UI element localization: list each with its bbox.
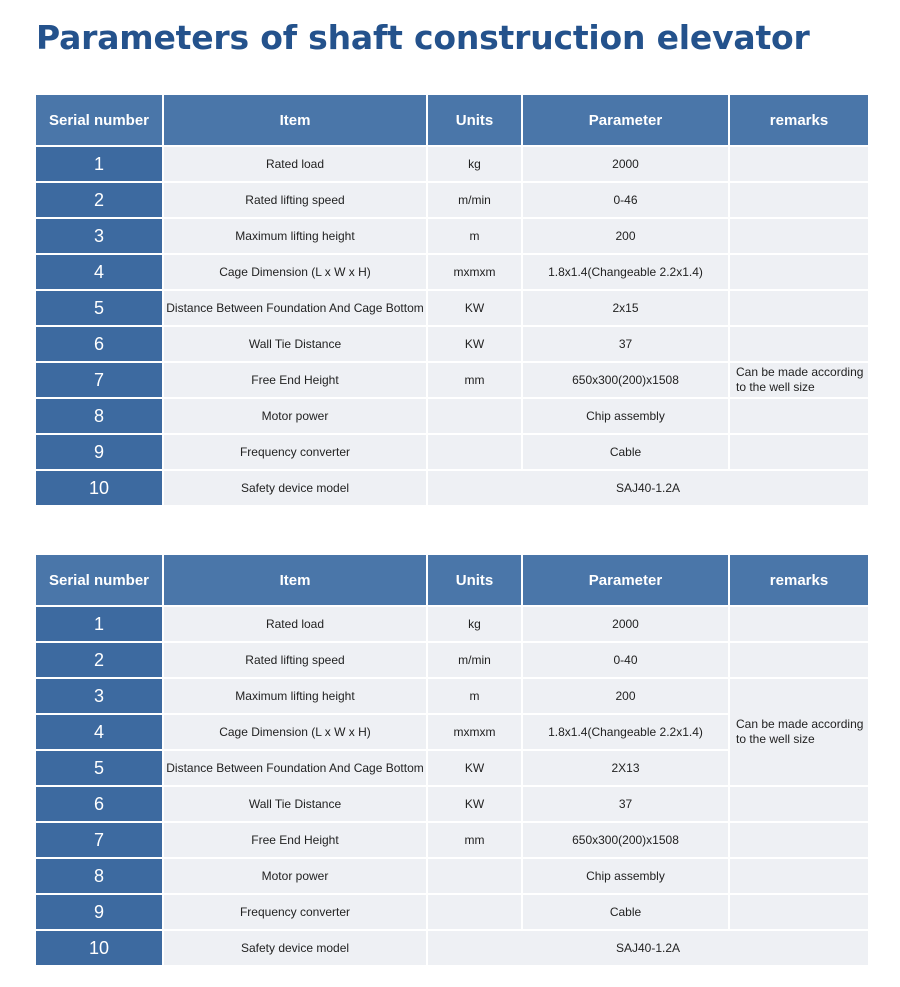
table-row bbox=[36, 291, 868, 325]
serial-cell: 7 bbox=[36, 823, 162, 857]
remark-cell bbox=[730, 219, 868, 253]
spec-table-2 bbox=[34, 553, 870, 967]
remark-cell bbox=[730, 895, 868, 929]
serial-cell: 2 bbox=[36, 183, 162, 217]
item-cell: Maximum lifting height bbox=[164, 219, 426, 253]
serial-cell: 1 bbox=[36, 147, 162, 181]
param-cell: 1.8x1.4(Changeable 2.2x1.4) bbox=[523, 255, 728, 289]
param-cell: Cable bbox=[523, 895, 728, 929]
unit-cell: KW bbox=[428, 787, 521, 821]
param-cell: Chip assembly bbox=[523, 859, 728, 893]
page-title: Parameters of shaft construction elevator bbox=[36, 18, 810, 57]
header-item: Item bbox=[164, 555, 426, 605]
serial-cell: 5 bbox=[36, 751, 162, 785]
serial-cell: 6 bbox=[36, 327, 162, 361]
header-remarks: remarks bbox=[730, 95, 868, 145]
header-serial-number: Serial number bbox=[36, 555, 162, 605]
serial-cell: 8 bbox=[36, 399, 162, 433]
unit-cell bbox=[428, 399, 521, 433]
param-cell: Chip assembly bbox=[523, 399, 728, 433]
table-row bbox=[36, 471, 868, 505]
item-cell: Wall Tie Distance bbox=[164, 327, 426, 361]
item-cell: Motor power bbox=[164, 859, 426, 893]
item-cell: Frequency converter bbox=[164, 435, 426, 469]
remark-cell: Can be made according to the well size bbox=[730, 363, 868, 397]
param-cell: 37 bbox=[523, 787, 728, 821]
serial-cell: 2 bbox=[36, 643, 162, 677]
table-header-row bbox=[36, 555, 868, 605]
table-row bbox=[36, 219, 868, 253]
header-parameter: Parameter bbox=[523, 555, 728, 605]
table-row bbox=[36, 787, 868, 821]
item-cell: Distance Between Foundation And Cage Bottom bbox=[164, 751, 426, 785]
unit-cell: KW bbox=[428, 327, 521, 361]
remark-cell bbox=[730, 255, 868, 289]
serial-cell: 4 bbox=[36, 715, 162, 749]
unit-cell bbox=[428, 859, 521, 893]
unit-cell: mm bbox=[428, 823, 521, 857]
unit-cell: m bbox=[428, 219, 521, 253]
table-row bbox=[36, 435, 868, 469]
param-cell: 0-46 bbox=[523, 183, 728, 217]
spec-table-1 bbox=[34, 93, 870, 507]
remark-cell bbox=[730, 643, 868, 677]
param-cell: 200 bbox=[523, 219, 728, 253]
param-cell: 650x300(200)x1508 bbox=[523, 363, 728, 397]
remark-cell bbox=[730, 291, 868, 325]
param-cell: 2000 bbox=[523, 607, 728, 641]
unit-cell: mm bbox=[428, 363, 521, 397]
table-row bbox=[36, 399, 868, 433]
serial-cell: 8 bbox=[36, 859, 162, 893]
remark-cell bbox=[730, 607, 868, 641]
remark-cell bbox=[730, 787, 868, 821]
unit-cell: mxmxm bbox=[428, 715, 521, 749]
header-parameter: Parameter bbox=[523, 95, 728, 145]
param-cell: 37 bbox=[523, 327, 728, 361]
item-cell: Free End Height bbox=[164, 823, 426, 857]
table-row bbox=[36, 931, 868, 965]
param-cell: 200 bbox=[523, 679, 728, 713]
table-header-row bbox=[36, 95, 868, 145]
table-row bbox=[36, 895, 868, 929]
unit-cell: m bbox=[428, 679, 521, 713]
param-cell-merged: SAJ40-1.2A bbox=[428, 471, 868, 505]
param-cell: 2x15 bbox=[523, 291, 728, 325]
header-units: Units bbox=[428, 95, 521, 145]
table-row bbox=[36, 363, 868, 397]
table-row bbox=[36, 679, 868, 713]
table-row bbox=[36, 607, 868, 641]
item-cell: Rated lifting speed bbox=[164, 183, 426, 217]
item-cell: Wall Tie Distance bbox=[164, 787, 426, 821]
item-cell: Free End Height bbox=[164, 363, 426, 397]
item-cell: Motor power bbox=[164, 399, 426, 433]
table-row bbox=[36, 183, 868, 217]
item-cell: Rated load bbox=[164, 607, 426, 641]
table-row bbox=[36, 147, 868, 181]
serial-cell: 7 bbox=[36, 363, 162, 397]
param-cell-merged: SAJ40-1.2A bbox=[428, 931, 868, 965]
param-cell: 2X13 bbox=[523, 751, 728, 785]
param-cell: Cable bbox=[523, 435, 728, 469]
unit-cell bbox=[428, 895, 521, 929]
unit-cell: kg bbox=[428, 607, 521, 641]
header-serial-number: Serial number bbox=[36, 95, 162, 145]
item-cell: Rated lifting speed bbox=[164, 643, 426, 677]
table-row bbox=[36, 823, 868, 857]
header-units: Units bbox=[428, 555, 521, 605]
item-cell: Frequency converter bbox=[164, 895, 426, 929]
table-row bbox=[36, 327, 868, 361]
serial-cell: 10 bbox=[36, 471, 162, 505]
item-cell: Cage Dimension (L x W x H) bbox=[164, 715, 426, 749]
remark-cell bbox=[730, 399, 868, 433]
serial-cell: 4 bbox=[36, 255, 162, 289]
serial-cell: 9 bbox=[36, 435, 162, 469]
serial-cell: 5 bbox=[36, 291, 162, 325]
item-cell: Distance Between Foundation And Cage Bottom bbox=[164, 291, 426, 325]
param-cell: 650x300(200)x1508 bbox=[523, 823, 728, 857]
item-cell: Rated load bbox=[164, 147, 426, 181]
table-row bbox=[36, 859, 868, 893]
param-cell: 2000 bbox=[523, 147, 728, 181]
remark-cell: Can be made according to the well size bbox=[730, 679, 868, 785]
param-cell: 1.8x1.4(Changeable 2.2x1.4) bbox=[523, 715, 728, 749]
unit-cell: kg bbox=[428, 147, 521, 181]
remark-cell bbox=[730, 327, 868, 361]
table-row bbox=[36, 255, 868, 289]
table-row bbox=[36, 643, 868, 677]
serial-cell: 1 bbox=[36, 607, 162, 641]
unit-cell: mxmxm bbox=[428, 255, 521, 289]
unit-cell: m/min bbox=[428, 183, 521, 217]
remark-cell bbox=[730, 183, 868, 217]
serial-cell: 9 bbox=[36, 895, 162, 929]
item-cell: Safety device model bbox=[164, 931, 426, 965]
remark-cell bbox=[730, 435, 868, 469]
header-item: Item bbox=[164, 95, 426, 145]
remark-cell bbox=[730, 823, 868, 857]
serial-cell: 3 bbox=[36, 219, 162, 253]
unit-cell bbox=[428, 435, 521, 469]
unit-cell: m/min bbox=[428, 643, 521, 677]
item-cell: Safety device model bbox=[164, 471, 426, 505]
serial-cell: 6 bbox=[36, 787, 162, 821]
serial-cell: 3 bbox=[36, 679, 162, 713]
serial-cell: 10 bbox=[36, 931, 162, 965]
item-cell: Cage Dimension (L x W x H) bbox=[164, 255, 426, 289]
remark-cell bbox=[730, 859, 868, 893]
header-remarks: remarks bbox=[730, 555, 868, 605]
unit-cell: KW bbox=[428, 751, 521, 785]
item-cell: Maximum lifting height bbox=[164, 679, 426, 713]
unit-cell: KW bbox=[428, 291, 521, 325]
remark-cell bbox=[730, 147, 868, 181]
param-cell: 0-40 bbox=[523, 643, 728, 677]
